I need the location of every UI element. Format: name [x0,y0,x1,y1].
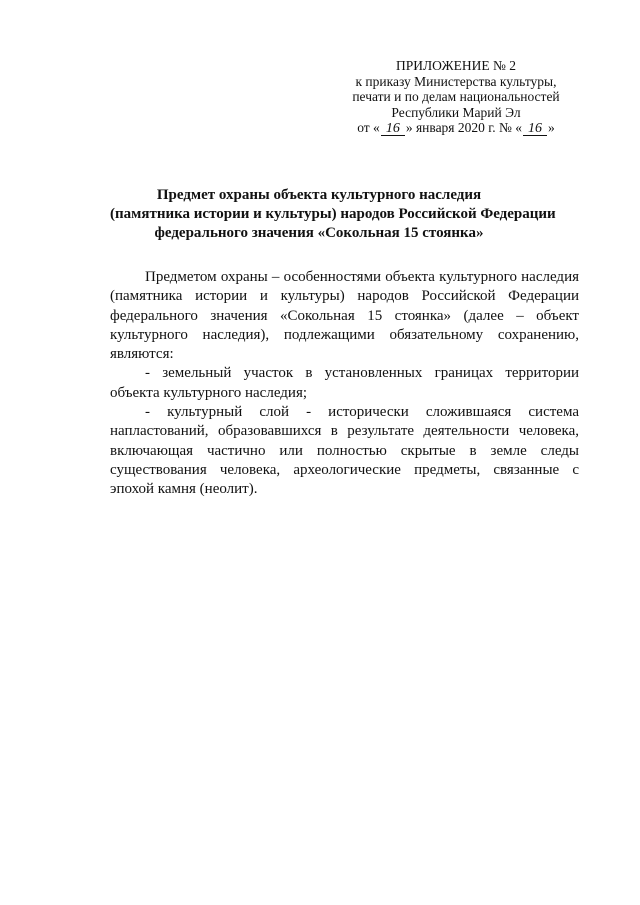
appendix-line-3: Республики Марий Эл [391,104,521,120]
list-item-cultural-layer: - культурный слой - исторически сложившаяся система напластований, образовавшихся в результате деятельности человека, включающая частично или полностью скрытые в земле следы существования человека, археологические предметы, связанные с эпохой камня (неолит). [110,404,579,498]
title-line-3: федерального значения «Сокольная 15 стоянка» [154,225,484,241]
appendix-date-line [336,120,576,136]
appendix-line-1: к приказу Министерства культуры, [355,73,557,89]
title-line-2: (памятника истории и культуры) народов Российской Федерации [110,206,556,222]
intro-paragraph: Предметом охраны – особенностями объекта культурного наследия (памятника истории и культуры) народов Российской Федерации федерального значения «Сокольная 15 стоянка» (далее – объект культурного наследия), подлежащими обязательному сохранению, являются: [110,269,579,363]
appendix-line-2: печати и по делам национальностей [352,89,560,105]
title-line-1: Предмет охраны объекта культурного наследия [156,187,482,203]
document-title [110,186,556,243]
appendix-title: ПРИЛОЖЕНИЕ № 2 [395,58,517,73]
list-item-land-plot: - земельный участок в установленных границах территории объекта культурного наследия; [110,365,579,401]
appendix-header [336,58,576,136]
date-prefix: от « [357,120,380,136]
date-day-handwritten: 16 [381,122,405,136]
date-mid: » января 2020 г. № « [405,120,523,136]
document-body [110,268,579,500]
order-number-handwritten: 16 [523,122,547,136]
date-suffix: » [548,120,555,136]
